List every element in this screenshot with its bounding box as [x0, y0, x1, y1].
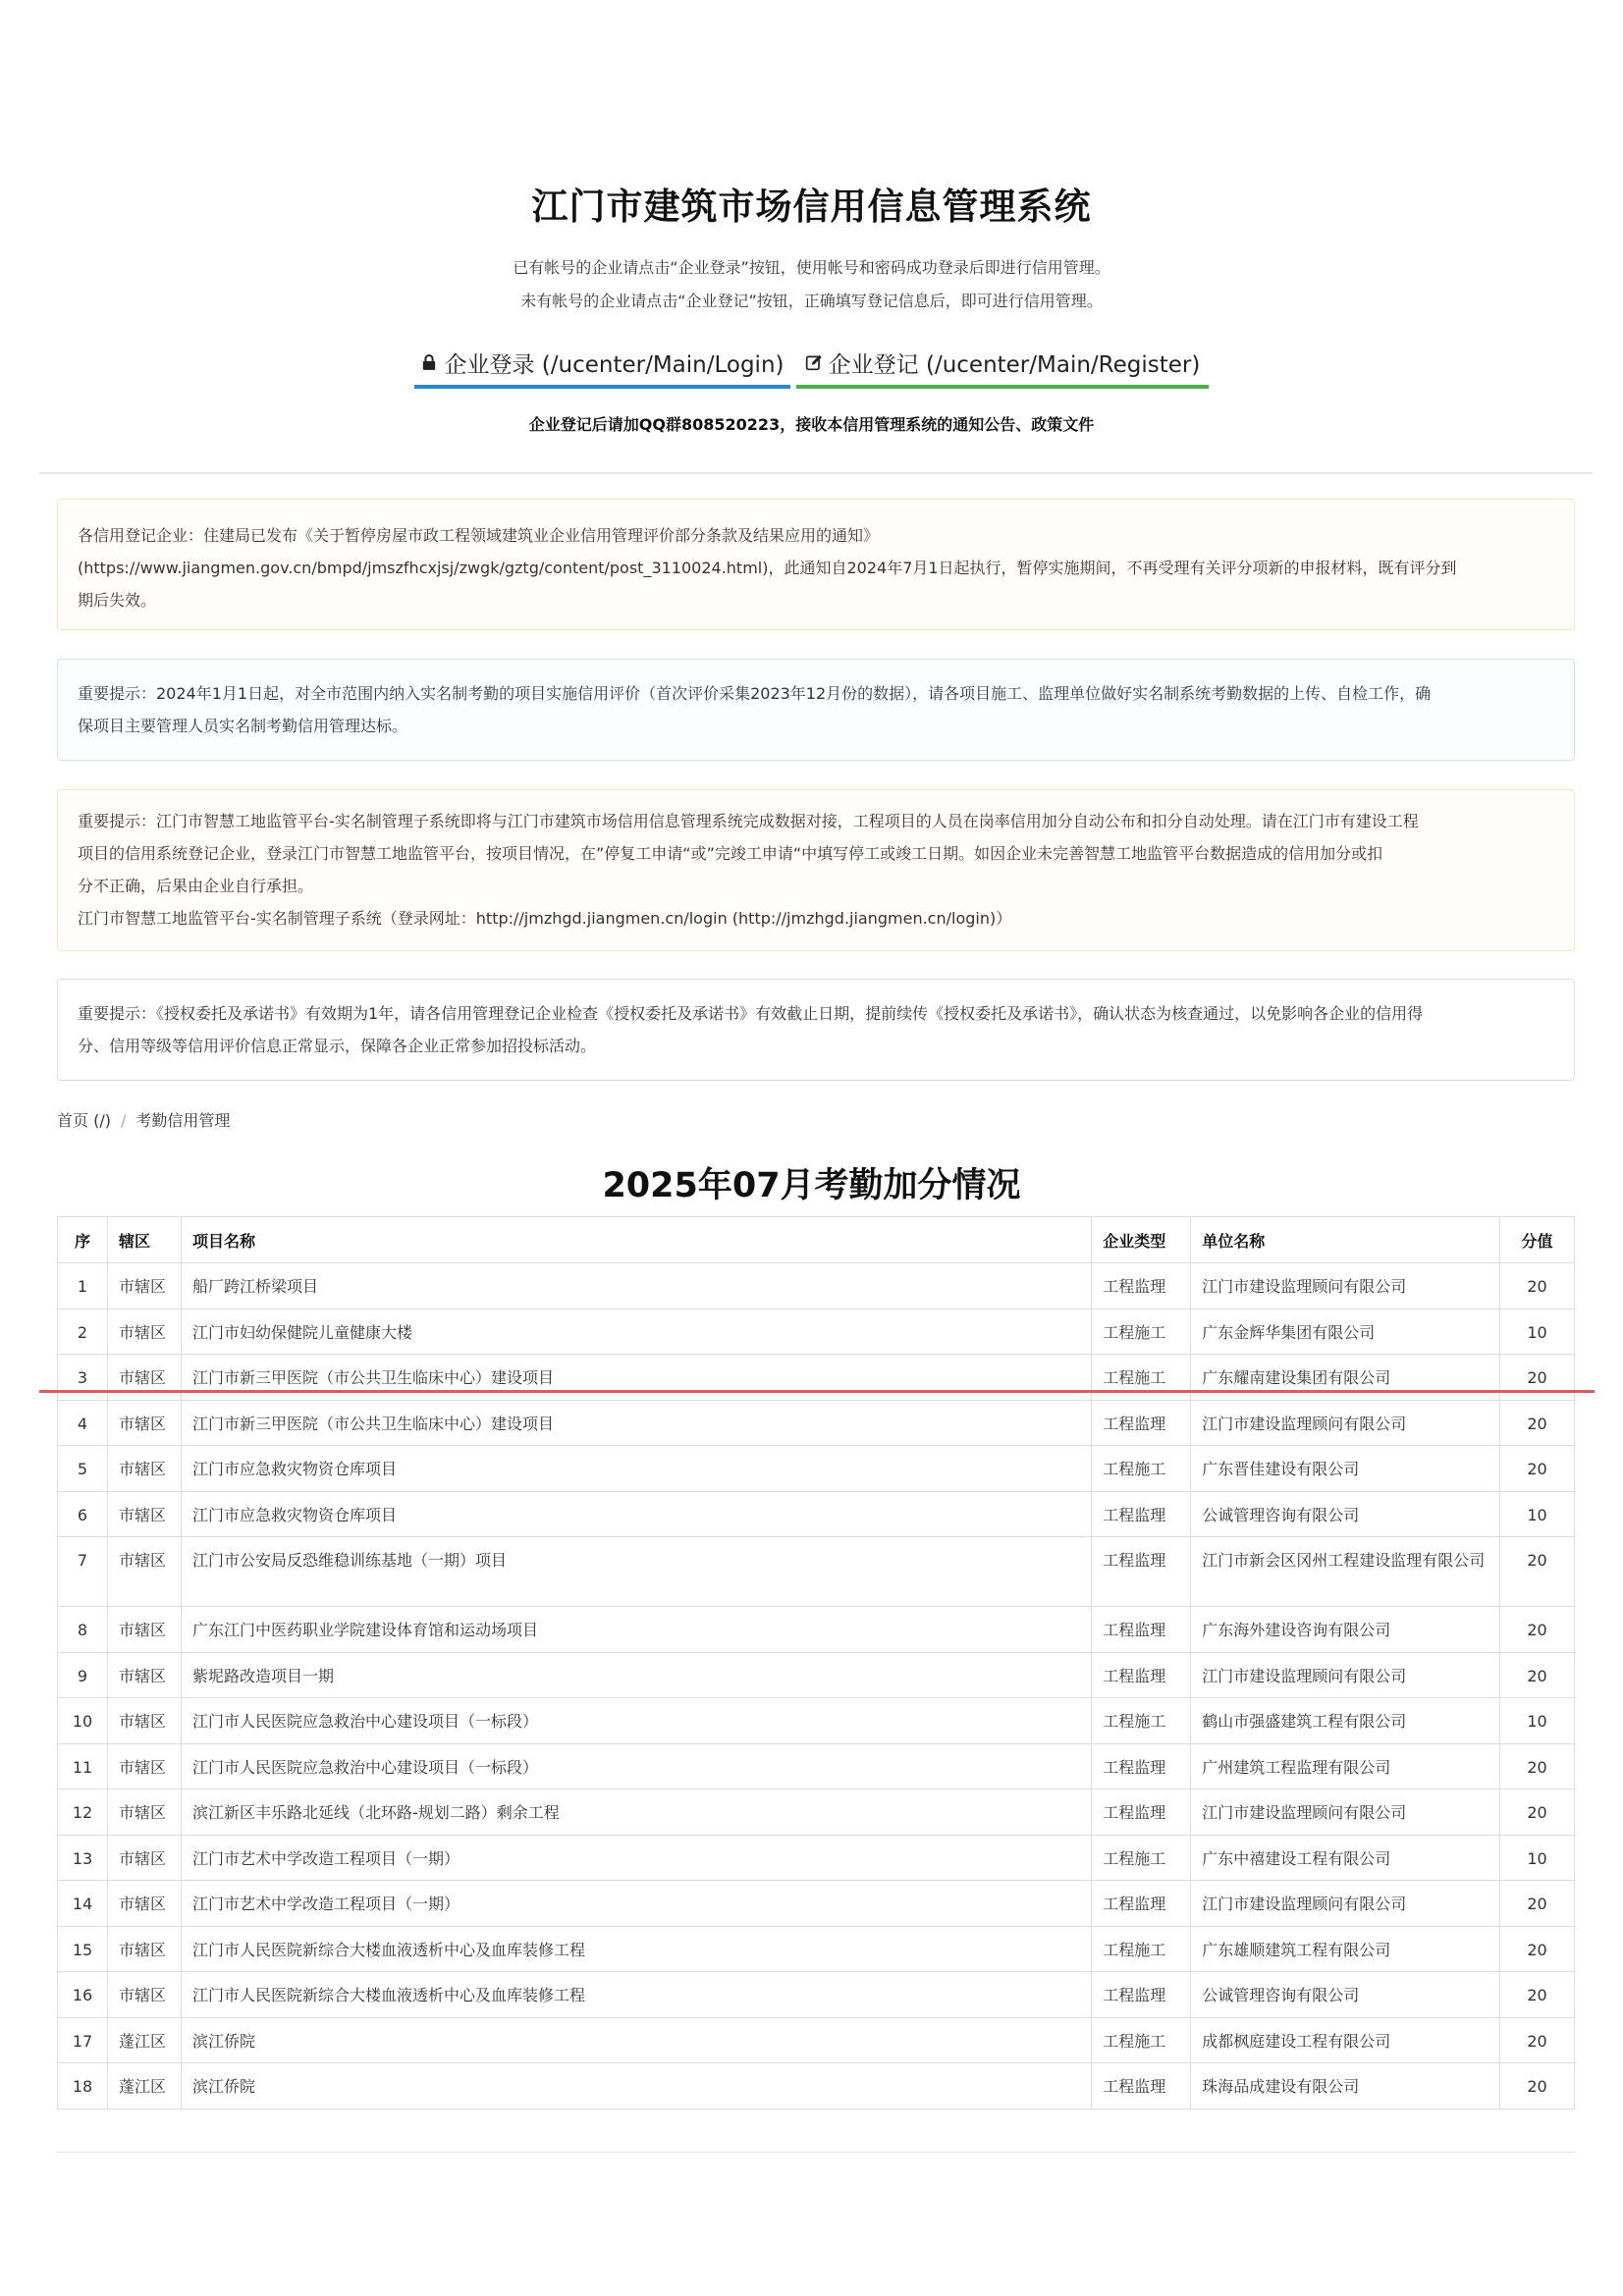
- site-header: [0, 177, 1623, 435]
- cell-project: 船厂跨江桥梁项目: [181, 1263, 1091, 1309]
- notice-line: 分、信用等级等信用评价信息正常显示，保障各企业正常参加招投标活动。: [78, 1037, 597, 1055]
- register-label: 企业登记 (/ucenter/Main/Register): [828, 351, 1201, 378]
- cell-seq: 17: [58, 2017, 108, 2063]
- cell-type: 工程施工: [1092, 1835, 1191, 1881]
- cell-score: 20: [1499, 2063, 1574, 2109]
- cell-unit: 江门市建设监理顾问有限公司: [1191, 1881, 1500, 1927]
- cell-district: 市辖区: [107, 1446, 181, 1492]
- cell-district: 市辖区: [107, 1355, 181, 1401]
- cell-type: 工程监理: [1092, 1263, 1191, 1309]
- cell-seq: 8: [58, 1607, 108, 1653]
- cell-score: 10: [1499, 1698, 1574, 1744]
- cell-type: 工程施工: [1092, 1355, 1191, 1401]
- cell-type: 工程施工: [1092, 1308, 1191, 1355]
- cell-unit: 广州建筑工程监理有限公司: [1191, 1743, 1500, 1789]
- cell-score: 20: [1499, 1926, 1574, 1972]
- notice-line: 分不正确，后果由企业自行承担。: [78, 877, 314, 895]
- col-header-seq: 序: [58, 1217, 108, 1263]
- login-label: 企业登录 (/ucenter/Main/Login): [444, 351, 784, 378]
- cell-score: 20: [1499, 1789, 1574, 1836]
- table-row: [58, 1355, 1575, 1401]
- notice-policy: [57, 499, 1575, 630]
- cell-unit: 鹤山市强盛建筑工程有限公司: [1191, 1698, 1500, 1744]
- cell-district: 市辖区: [107, 1972, 181, 2018]
- annotation-line: [39, 1390, 1595, 1393]
- cell-district: 市辖区: [107, 1400, 181, 1446]
- cell-type: 工程施工: [1092, 1926, 1191, 1972]
- cell-score: 20: [1499, 1400, 1574, 1446]
- cell-unit: 公诚管理咨询有限公司: [1191, 1972, 1500, 2018]
- table-row: [58, 1698, 1575, 1744]
- register-button[interactable]: [796, 340, 1209, 389]
- cell-seq: 16: [58, 1972, 108, 2018]
- col-header-type: 企业类型: [1092, 1217, 1191, 1263]
- header-divider: [39, 472, 1593, 474]
- cell-score: 20: [1499, 2017, 1574, 2063]
- intro-text: [0, 251, 1623, 318]
- notice-line: 保项目主要管理人员实名制考勤信用管理达标。: [78, 717, 408, 735]
- login-button[interactable]: [414, 340, 790, 389]
- table-header-row: [58, 1217, 1575, 1263]
- cell-type: 工程施工: [1092, 2017, 1191, 2063]
- cell-seq: 15: [58, 1926, 108, 1972]
- cell-score: 20: [1499, 1446, 1574, 1492]
- cell-project: 紫坭路改造项目一期: [181, 1652, 1091, 1698]
- cell-score: 20: [1499, 1743, 1574, 1789]
- col-header-unit: 单位名称: [1191, 1217, 1500, 1263]
- cell-score: 10: [1499, 1308, 1574, 1355]
- cell-project: 滨江新区丰乐路北延线（北环路-规划二路）剩余工程: [181, 1789, 1091, 1836]
- cell-project: 江门市人民医院新综合大楼血液透析中心及血库装修工程: [181, 1926, 1091, 1972]
- cell-district: 蓬江区: [107, 2063, 181, 2109]
- col-header-score: 分值: [1499, 1217, 1574, 1263]
- cell-district: 市辖区: [107, 1926, 181, 1972]
- cell-district: 市辖区: [107, 1881, 181, 1927]
- site-title: 江门市建筑市场信用信息管理系统: [531, 186, 1092, 228]
- cell-type: 工程监理: [1092, 1607, 1191, 1653]
- cell-seq: 3: [58, 1355, 108, 1401]
- qq-group-note: 企业登记后请加QQ群808520223，接收本信用管理系统的通知公告、政策文件: [528, 415, 1095, 434]
- cell-unit: 江门市新会区冈州工程建设监理有限公司: [1191, 1537, 1500, 1607]
- table-row: [58, 1400, 1575, 1446]
- cell-project: 江门市新三甲医院（市公共卫生临床中心）建设项目: [181, 1400, 1091, 1446]
- cell-unit: 江门市建设监理顾问有限公司: [1191, 1263, 1500, 1309]
- cell-score: 20: [1499, 1263, 1574, 1309]
- col-header-project: 项目名称: [181, 1217, 1091, 1263]
- table-row: [58, 1743, 1575, 1789]
- cell-project: 江门市艺术中学改造工程项目（一期）: [181, 1881, 1091, 1927]
- cell-project: 滨江侨院: [181, 2017, 1091, 2063]
- cell-seq: 9: [58, 1652, 108, 1698]
- cell-unit: 广东金辉华集团有限公司: [1191, 1308, 1500, 1355]
- cell-unit: 珠海品成建设有限公司: [1191, 2063, 1500, 2109]
- lock-icon: [420, 353, 438, 371]
- cell-score: 20: [1499, 1537, 1574, 1607]
- cell-district: 蓬江区: [107, 2017, 181, 2063]
- cell-score: 20: [1499, 1881, 1574, 1927]
- notice-smart-site: [57, 789, 1575, 951]
- cell-score: 10: [1499, 1835, 1574, 1881]
- cell-type: 工程监理: [1092, 1537, 1191, 1607]
- table-row: [58, 1789, 1575, 1836]
- cell-unit: 广东雄顺建筑工程有限公司: [1191, 1926, 1500, 1972]
- cell-score: 10: [1499, 1491, 1574, 1537]
- cell-project: 广东江门中医药职业学院建设体育馆和运动场项目: [181, 1607, 1091, 1653]
- cell-unit: 江门市建设监理顾问有限公司: [1191, 1652, 1500, 1698]
- cell-seq: 4: [58, 1400, 108, 1446]
- breadcrumb-home-link[interactable]: 首页 (/): [57, 1111, 111, 1130]
- table-row: [58, 1835, 1575, 1881]
- notice-attendance: [57, 659, 1575, 761]
- table-row: [58, 1926, 1575, 1972]
- cell-unit: 江门市建设监理顾问有限公司: [1191, 1400, 1500, 1446]
- cell-type: 工程监理: [1092, 2063, 1191, 2109]
- table-row: [58, 2063, 1575, 2109]
- cell-project: 江门市公安局反恐维稳训练基地（一期）项目: [181, 1537, 1091, 1607]
- col-header-district: 辖区: [107, 1217, 181, 1263]
- edit-icon: [805, 353, 823, 371]
- table-row: [58, 1263, 1575, 1309]
- cell-score: 20: [1499, 1972, 1574, 2018]
- cell-seq: 11: [58, 1743, 108, 1789]
- cell-unit: 广东海外建设咨询有限公司: [1191, 1607, 1500, 1653]
- cell-seq: 5: [58, 1446, 108, 1492]
- table-row: [58, 1881, 1575, 1927]
- notice-line: 各信用登记企业：住建局已发布《关于暂停房屋市政工程领域建筑业企业信用管理评价部分条款及结果应用的通知》: [78, 526, 880, 545]
- notice-line: (https://www.jiangmen.gov.cn/bmpd/jmszfhcxjsj/zwgk/gztg/content/post_3110024.html)，此通知自2024年7月1日起执行，暂停实施期间，不再受理有关评分项新的申报材料，既有评分到: [78, 559, 1457, 577]
- table-row: [58, 1308, 1575, 1355]
- cell-district: 市辖区: [107, 1537, 181, 1607]
- cell-score: 20: [1499, 1355, 1574, 1401]
- cell-unit: 成都枫庭建设工程有限公司: [1191, 2017, 1500, 2063]
- cell-type: 工程监理: [1092, 1972, 1191, 2018]
- notice-line: 期后失效。: [78, 591, 157, 610]
- cell-score: 20: [1499, 1607, 1574, 1653]
- footer-divider: [57, 2152, 1575, 2153]
- table-row: [58, 2017, 1575, 2063]
- table-row: [58, 1537, 1575, 1607]
- cell-project: 江门市妇幼保健院儿童健康大楼: [181, 1308, 1091, 1355]
- cell-unit: 广东晋佳建设有限公司: [1191, 1446, 1500, 1492]
- notice-line: 项目的信用系统登记企业，登录江门市智慧工地监管平台，按项目情况，在”停复工申请“或”完竣工申请“中填写停工或竣工日期。如因企业未完善智慧工地监管平台数据造成的信用加分或扣: [78, 844, 1383, 863]
- notice-line: 重要提示：《授权委托及承诺书》有效期为1年，请各信用管理登记企业检查《授权委托及承诺书》有效截止日期，提前续传《授权委托及承诺书》，确认状态为核查通过，以免影响各企业的信用得: [78, 1004, 1424, 1023]
- cell-unit: 广东耀南建设集团有限公司: [1191, 1355, 1500, 1401]
- cell-seq: 10: [58, 1698, 108, 1744]
- breadcrumb-current: 考勤信用管理: [135, 1111, 231, 1130]
- cell-type: 工程监理: [1092, 1400, 1191, 1446]
- cell-project: 江门市新三甲医院（市公共卫生临床中心）建设项目: [181, 1355, 1091, 1401]
- cell-project: 江门市应急救灾物资仓库项目: [181, 1446, 1091, 1492]
- cell-district: 市辖区: [107, 1789, 181, 1836]
- cell-type: 工程施工: [1092, 1698, 1191, 1744]
- cell-district: 市辖区: [107, 1263, 181, 1309]
- table-row: [58, 1607, 1575, 1653]
- cell-seq: 2: [58, 1308, 108, 1355]
- cell-district: 市辖区: [107, 1491, 181, 1537]
- notice-link-line[interactable]: 江门市智慧工地监管平台-实名制管理子系统（登录网址：http://jmzhgd.jiangmen.cn/login (http://jmzhgd.jiangmen.cn/login)）: [78, 909, 1012, 928]
- auth-buttons: [0, 340, 1623, 389]
- notice-line: 重要提示：江门市智慧工地监管平台-实名制管理子系统即将与江门市建筑市场信用信息管理系统完成数据对接，工程项目的人员在岗率信用加分自动公布和扣分自动处理。请在江门市有建设工程: [78, 812, 1419, 830]
- cell-type: 工程施工: [1092, 1446, 1191, 1492]
- notice-authorization: [57, 979, 1575, 1081]
- cell-project: 江门市人民医院新综合大楼血液透析中心及血库装修工程: [181, 1972, 1091, 2018]
- notice-line: 重要提示：2024年1月1日起，对全市范围内纳入实名制考勤的项目实施信用评价（首次评价采集2023年12月份的数据），请各项目施工、监理单位做好实名制系统考勤数据的上传、自检工作，确: [78, 684, 1432, 703]
- cell-type: 工程监理: [1092, 1491, 1191, 1537]
- intro-line-1: 已有帐号的企业请点击“企业登录”按钮，使用帐号和密码成功登录后即进行信用管理。: [513, 258, 1110, 277]
- table-row: [58, 1491, 1575, 1537]
- cell-project: 滨江侨院: [181, 2063, 1091, 2109]
- cell-seq: 12: [58, 1789, 108, 1836]
- cell-district: 市辖区: [107, 1652, 181, 1698]
- cell-seq: 14: [58, 1881, 108, 1927]
- table-row: [58, 1972, 1575, 2018]
- cell-district: 市辖区: [107, 1835, 181, 1881]
- cell-unit: 广东中禧建设工程有限公司: [1191, 1835, 1500, 1881]
- table-row: [58, 1652, 1575, 1698]
- table-title: 2025年07月考勤加分情况: [602, 1166, 1021, 1205]
- cell-district: 市辖区: [107, 1607, 181, 1653]
- cell-type: 工程监理: [1092, 1789, 1191, 1836]
- cell-score: 20: [1499, 1652, 1574, 1698]
- intro-line-2: 未有帐号的企业请点击“企业登记”按钮，正确填写登记信息后，即可进行信用管理。: [520, 292, 1103, 310]
- breadcrumb-separator: /: [120, 1111, 127, 1130]
- cell-project: 江门市艺术中学改造工程项目（一期）: [181, 1835, 1091, 1881]
- cell-project: 江门市人民医院应急救治中心建设项目（一标段）: [181, 1698, 1091, 1744]
- cell-type: 工程监理: [1092, 1881, 1191, 1927]
- cell-type: 工程监理: [1092, 1652, 1191, 1698]
- cell-district: 市辖区: [107, 1743, 181, 1789]
- cell-seq: 13: [58, 1835, 108, 1881]
- cell-unit: 江门市建设监理顾问有限公司: [1191, 1789, 1500, 1836]
- attendance-table: [57, 1216, 1575, 2109]
- breadcrumb: [57, 1108, 230, 1131]
- cell-seq: 6: [58, 1491, 108, 1537]
- cell-seq: 18: [58, 2063, 108, 2109]
- cell-unit: 公诚管理咨询有限公司: [1191, 1491, 1500, 1537]
- cell-seq: 1: [58, 1263, 108, 1309]
- cell-district: 市辖区: [107, 1698, 181, 1744]
- cell-project: 江门市应急救灾物资仓库项目: [181, 1491, 1091, 1537]
- table-row: [58, 1446, 1575, 1492]
- cell-seq: 7: [58, 1537, 108, 1607]
- cell-district: 市辖区: [107, 1308, 181, 1355]
- cell-project: 江门市人民医院应急救治中心建设项目（一标段）: [181, 1743, 1091, 1789]
- cell-type: 工程监理: [1092, 1743, 1191, 1789]
